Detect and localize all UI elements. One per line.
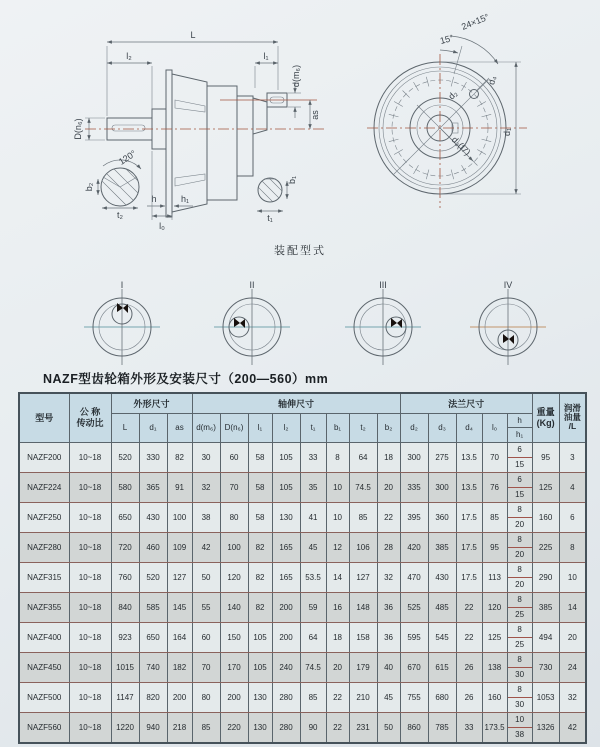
- value-cell: 64: [349, 442, 377, 472]
- model-cell: NAZF355: [19, 592, 69, 622]
- value-cell: 113: [482, 562, 507, 592]
- sub-header-cell: b₁: [326, 413, 349, 442]
- dim-d1: d₁: [502, 127, 512, 137]
- dim-t1: t₁: [267, 213, 273, 223]
- value-cell: 36: [377, 622, 400, 652]
- table-row-NAZF224: [19, 472, 586, 502]
- value-cell: 74.5: [349, 472, 377, 502]
- header-weight-line1: 重量: [536, 407, 555, 418]
- header-ratio-line1: 公 称: [79, 407, 101, 418]
- value-cell: 365: [139, 472, 167, 502]
- table-row-NAZF355: [19, 592, 586, 622]
- svg-text:II: II: [249, 280, 255, 290]
- value-cell: 53.5: [300, 562, 326, 592]
- model-cell: NAZF200: [19, 442, 69, 472]
- sub-header-cell: t₂: [349, 413, 377, 442]
- table-row-NAZF200: [19, 442, 586, 472]
- ratio-cell: 10~18: [69, 472, 111, 502]
- value-cell: 430: [428, 562, 456, 592]
- value-cell: 760: [111, 562, 139, 592]
- dim-d2: d₂: [446, 88, 460, 102]
- h-h1-cell: 8 20: [507, 502, 532, 532]
- table-header: [19, 393, 586, 442]
- value-cell: 545: [428, 622, 456, 652]
- model-cell: NAZF560: [19, 712, 69, 743]
- value-cell: 38: [192, 502, 220, 532]
- value-cell: 335: [400, 472, 428, 502]
- header-oil-line1: 润滑: [563, 403, 581, 414]
- sub-header-cell: d₄: [456, 413, 482, 442]
- model-cell: NAZF280: [19, 532, 69, 562]
- value-cell: 300: [400, 442, 428, 472]
- value-cell: 26: [456, 682, 482, 712]
- weight-cell: 290: [532, 562, 559, 592]
- value-cell: 130: [272, 502, 300, 532]
- svg-text:III: III: [379, 280, 387, 290]
- value-cell: 520: [111, 442, 139, 472]
- svg-text:IV: IV: [503, 280, 513, 290]
- dim-t2: t₂: [117, 210, 123, 220]
- sub-header-cell: l₀: [482, 413, 507, 442]
- value-cell: 12: [326, 532, 349, 562]
- weight-cell: 494: [532, 622, 559, 652]
- value-cell: 240: [272, 652, 300, 682]
- table-row-NAZF280: [19, 532, 586, 562]
- weight-cell: 1326: [532, 712, 559, 743]
- value-cell: 275: [428, 442, 456, 472]
- value-cell: 120: [482, 592, 507, 622]
- oil-cell: 6: [559, 502, 586, 532]
- model-cell: NAZF224: [19, 472, 69, 502]
- value-cell: 130: [248, 682, 272, 712]
- assembly-type-4: [470, 280, 546, 365]
- value-cell: 22: [326, 712, 349, 743]
- weight-cell: 730: [532, 652, 559, 682]
- value-cell: 40: [377, 652, 400, 682]
- value-cell: 58: [248, 442, 272, 472]
- value-cell: 95: [482, 532, 507, 562]
- value-cell: 138: [482, 652, 507, 682]
- value-cell: 820: [139, 682, 167, 712]
- h-h1-cell: 8 25: [507, 592, 532, 622]
- h-h1-cell: 8 30: [507, 652, 532, 682]
- value-cell: 680: [428, 682, 456, 712]
- value-cell: 45: [377, 682, 400, 712]
- header-group-outline: 外形尺寸: [111, 393, 192, 413]
- value-cell: 158: [349, 622, 377, 652]
- value-cell: 13.5: [456, 472, 482, 502]
- value-cell: 740: [139, 652, 167, 682]
- value-cell: 82: [248, 562, 272, 592]
- value-cell: 28: [377, 532, 400, 562]
- dim-D-n6: D(n₆): [73, 118, 83, 140]
- dim-l0: l₀: [159, 221, 165, 231]
- value-cell: 22: [456, 622, 482, 652]
- dim-24x15: 24×15°: [460, 11, 491, 32]
- value-cell: 45: [300, 532, 326, 562]
- sub-header-cell: D(n₆): [220, 413, 248, 442]
- value-cell: 17.5: [456, 532, 482, 562]
- value-cell: 130: [248, 712, 272, 743]
- value-cell: 385: [428, 532, 456, 562]
- header-group-shaft: 轴伸尺寸: [192, 393, 400, 413]
- sub-header-cell: as: [167, 413, 192, 442]
- sub-header-cell: l₁: [248, 413, 272, 442]
- value-cell: 720: [111, 532, 139, 562]
- value-cell: 90: [300, 712, 326, 743]
- header-oil-line3: /L: [568, 421, 577, 432]
- value-cell: 923: [111, 622, 139, 652]
- model-cell: NAZF500: [19, 682, 69, 712]
- value-cell: 35: [300, 472, 326, 502]
- dim-15: 15°: [438, 32, 455, 46]
- value-cell: 182: [167, 652, 192, 682]
- value-cell: 210: [349, 682, 377, 712]
- weight-cell: 160: [532, 502, 559, 532]
- table-row-NAZF560: [19, 712, 586, 743]
- model-cell: NAZF315: [19, 562, 69, 592]
- table-row-NAZF250: [19, 502, 586, 532]
- table-row-NAZF450: [19, 652, 586, 682]
- dim-b2: b₂: [84, 182, 94, 192]
- header-model: 型号: [19, 393, 69, 442]
- value-cell: 109: [167, 532, 192, 562]
- value-cell: 22: [326, 682, 349, 712]
- dim-d-m6: d(m₆): [291, 64, 301, 88]
- value-cell: 60: [192, 622, 220, 652]
- value-cell: 100: [167, 502, 192, 532]
- value-cell: 395: [400, 502, 428, 532]
- value-cell: 940: [139, 712, 167, 743]
- value-cell: 860: [400, 712, 428, 743]
- value-cell: 127: [349, 562, 377, 592]
- value-cell: 300: [428, 472, 456, 502]
- h-h1-cell: 6 15: [507, 472, 532, 502]
- value-cell: 105: [248, 622, 272, 652]
- value-cell: 20: [326, 652, 349, 682]
- oil-cell: 4: [559, 472, 586, 502]
- value-cell: 105: [248, 652, 272, 682]
- value-cell: 16: [326, 592, 349, 622]
- h-h1-cell: 8 20: [507, 532, 532, 562]
- value-cell: 59: [300, 592, 326, 622]
- sub-header-cell: t₁: [300, 413, 326, 442]
- value-cell: 595: [400, 622, 428, 652]
- ratio-cell: 10~18: [69, 712, 111, 743]
- dim-b1: b₁: [287, 175, 297, 185]
- value-cell: 525: [400, 592, 428, 622]
- oil-cell: 24: [559, 652, 586, 682]
- value-cell: 14: [326, 562, 349, 592]
- sub-header-cell: b₂: [377, 413, 400, 442]
- value-cell: 650: [111, 502, 139, 532]
- assembly-section-label: 装配型式: [274, 245, 326, 257]
- assembly-type-1: [84, 280, 160, 365]
- dimension-table: [18, 392, 587, 744]
- value-cell: 200: [272, 622, 300, 652]
- sub-header-cell: d₁: [139, 413, 167, 442]
- ratio-cell: 10~18: [69, 562, 111, 592]
- dim-as: as: [310, 110, 320, 120]
- value-cell: 13.5: [456, 442, 482, 472]
- value-cell: 330: [139, 442, 167, 472]
- table-title: NAZF型齿轮箱外形及安装尺寸（200—560）mm: [43, 372, 329, 386]
- value-cell: 145: [167, 592, 192, 622]
- value-cell: 85: [192, 712, 220, 743]
- value-cell: 80: [220, 502, 248, 532]
- value-cell: 33: [300, 442, 326, 472]
- value-cell: 22: [456, 592, 482, 622]
- value-cell: 60: [220, 442, 248, 472]
- value-cell: 8: [326, 442, 349, 472]
- side-view-drawing: [5, 8, 345, 240]
- dim-120: 120°: [116, 148, 138, 167]
- table-body: [19, 442, 586, 743]
- value-cell: 1015: [111, 652, 139, 682]
- value-cell: 165: [272, 562, 300, 592]
- value-cell: 74.5: [300, 652, 326, 682]
- value-cell: 50: [192, 562, 220, 592]
- value-cell: 55: [192, 592, 220, 622]
- value-cell: 615: [428, 652, 456, 682]
- value-cell: 91: [167, 472, 192, 502]
- value-cell: 670: [400, 652, 428, 682]
- value-cell: 218: [167, 712, 192, 743]
- value-cell: 70: [192, 652, 220, 682]
- oil-cell: 10: [559, 562, 586, 592]
- value-cell: 17.5: [456, 502, 482, 532]
- value-cell: 170: [220, 652, 248, 682]
- dim-d3: d₃(f7): [449, 134, 473, 158]
- value-cell: 10: [326, 502, 349, 532]
- value-cell: 100: [220, 532, 248, 562]
- dim-h1: h₁: [180, 194, 190, 204]
- oil-cell: 42: [559, 712, 586, 743]
- value-cell: 20: [377, 472, 400, 502]
- value-cell: 32: [377, 562, 400, 592]
- header-weight: [532, 393, 559, 442]
- assembly-type-3: [345, 280, 421, 365]
- value-cell: 280: [272, 682, 300, 712]
- value-cell: 420: [400, 532, 428, 562]
- value-cell: 140: [220, 592, 248, 622]
- value-cell: 200: [220, 682, 248, 712]
- value-cell: 85: [300, 682, 326, 712]
- header-weight-line2: (Kg): [536, 417, 555, 428]
- oil-cell: 8: [559, 532, 586, 562]
- value-cell: 755: [400, 682, 428, 712]
- value-cell: 32: [192, 472, 220, 502]
- model-cell: NAZF450: [19, 652, 69, 682]
- value-cell: 650: [139, 622, 167, 652]
- value-cell: 82: [248, 532, 272, 562]
- sub-header-cell: l₂: [272, 413, 300, 442]
- dim-L: L: [190, 30, 196, 40]
- value-cell: 173.5: [482, 712, 507, 743]
- sub-header-cell: d₃: [428, 413, 456, 442]
- value-cell: 42: [192, 532, 220, 562]
- value-cell: 1220: [111, 712, 139, 743]
- value-cell: 125: [482, 622, 507, 652]
- h-h1-cell: 8 25: [507, 622, 532, 652]
- value-cell: 82: [167, 442, 192, 472]
- value-cell: 80: [192, 682, 220, 712]
- ratio-cell: 10~18: [69, 502, 111, 532]
- table-row-NAZF400: [19, 622, 586, 652]
- value-cell: 580: [111, 472, 139, 502]
- weight-cell: 95: [532, 442, 559, 472]
- value-cell: 85: [349, 502, 377, 532]
- ratio-cell: 10~18: [69, 532, 111, 562]
- table-row-NAZF500: [19, 682, 586, 712]
- value-cell: 58: [248, 472, 272, 502]
- header-group-flange: 法兰尺寸: [400, 393, 532, 413]
- value-cell: 105: [272, 442, 300, 472]
- value-cell: 485: [428, 592, 456, 622]
- value-cell: 36: [377, 592, 400, 622]
- value-cell: 430: [139, 502, 167, 532]
- value-cell: 33: [456, 712, 482, 743]
- value-cell: 165: [272, 532, 300, 562]
- value-cell: 58: [248, 502, 272, 532]
- dim-d4: d₄: [486, 74, 499, 86]
- value-cell: 148: [349, 592, 377, 622]
- value-cell: 360: [428, 502, 456, 532]
- value-cell: 1147: [111, 682, 139, 712]
- value-cell: 22: [377, 502, 400, 532]
- oil-cell: 20: [559, 622, 586, 652]
- value-cell: 231: [349, 712, 377, 743]
- value-cell: 470: [400, 562, 428, 592]
- header-ratio: [69, 393, 111, 442]
- value-cell: 164: [167, 622, 192, 652]
- weight-cell: 125: [532, 472, 559, 502]
- value-cell: 50: [377, 712, 400, 743]
- value-cell: 82: [248, 592, 272, 622]
- value-cell: 200: [272, 592, 300, 622]
- value-cell: 18: [377, 442, 400, 472]
- value-cell: 460: [139, 532, 167, 562]
- weight-cell: 385: [532, 592, 559, 622]
- value-cell: 30: [192, 442, 220, 472]
- value-cell: 10: [326, 472, 349, 502]
- sub-header-cell: d₂: [400, 413, 428, 442]
- value-cell: 585: [139, 592, 167, 622]
- h-h1-cell: 6 15: [507, 442, 532, 472]
- ratio-cell: 10~18: [69, 622, 111, 652]
- value-cell: 179: [349, 652, 377, 682]
- dim-l1: l₁: [263, 51, 269, 61]
- value-cell: 785: [428, 712, 456, 743]
- ratio-cell: 10~18: [69, 442, 111, 472]
- value-cell: 76: [482, 472, 507, 502]
- dim-l2: l₂: [126, 51, 132, 61]
- value-cell: 70: [482, 442, 507, 472]
- front-view-drawing: [355, 8, 600, 240]
- value-cell: 41: [300, 502, 326, 532]
- model-cell: NAZF250: [19, 502, 69, 532]
- assembly-type-diagrams: [0, 272, 600, 372]
- value-cell: 840: [111, 592, 139, 622]
- header-ratio-line2: 传动比: [76, 417, 104, 428]
- value-cell: 200: [167, 682, 192, 712]
- value-cell: 520: [139, 562, 167, 592]
- ratio-cell: 10~18: [69, 652, 111, 682]
- ratio-cell: 10~18: [69, 682, 111, 712]
- sub-header-cell: d(m₆): [192, 413, 220, 442]
- header-oil: [559, 393, 586, 442]
- svg-text:I: I: [120, 280, 124, 290]
- ratio-cell: 10~18: [69, 592, 111, 622]
- value-cell: 220: [220, 712, 248, 743]
- value-cell: 160: [482, 682, 507, 712]
- value-cell: 280: [272, 712, 300, 743]
- assembly-type-2: [214, 280, 290, 365]
- oil-cell: 14: [559, 592, 586, 622]
- header-oil-line2: 油量: [563, 412, 581, 423]
- sub-header-cell: L: [111, 413, 139, 442]
- value-cell: 17.5: [456, 562, 482, 592]
- oil-cell: 32: [559, 682, 586, 712]
- value-cell: 127: [167, 562, 192, 592]
- dim-h: h: [151, 194, 157, 204]
- value-cell: 70: [220, 472, 248, 502]
- sub-header-h-h1: h h₁: [507, 413, 532, 442]
- oil-cell: 3: [559, 442, 586, 472]
- h-h1-cell: 10 38: [507, 712, 532, 743]
- model-cell: NAZF400: [19, 622, 69, 652]
- value-cell: 150: [220, 622, 248, 652]
- value-cell: 85: [482, 502, 507, 532]
- value-cell: 106: [349, 532, 377, 562]
- weight-cell: 225: [532, 532, 559, 562]
- h-h1-cell: 8 20: [507, 562, 532, 592]
- value-cell: 120: [220, 562, 248, 592]
- h-h1-cell: 8 30: [507, 682, 532, 712]
- table-row-NAZF315: [19, 562, 586, 592]
- weight-cell: 1053: [532, 682, 559, 712]
- value-cell: 105: [272, 472, 300, 502]
- value-cell: 26: [456, 652, 482, 682]
- value-cell: 64: [300, 622, 326, 652]
- value-cell: 18: [326, 622, 349, 652]
